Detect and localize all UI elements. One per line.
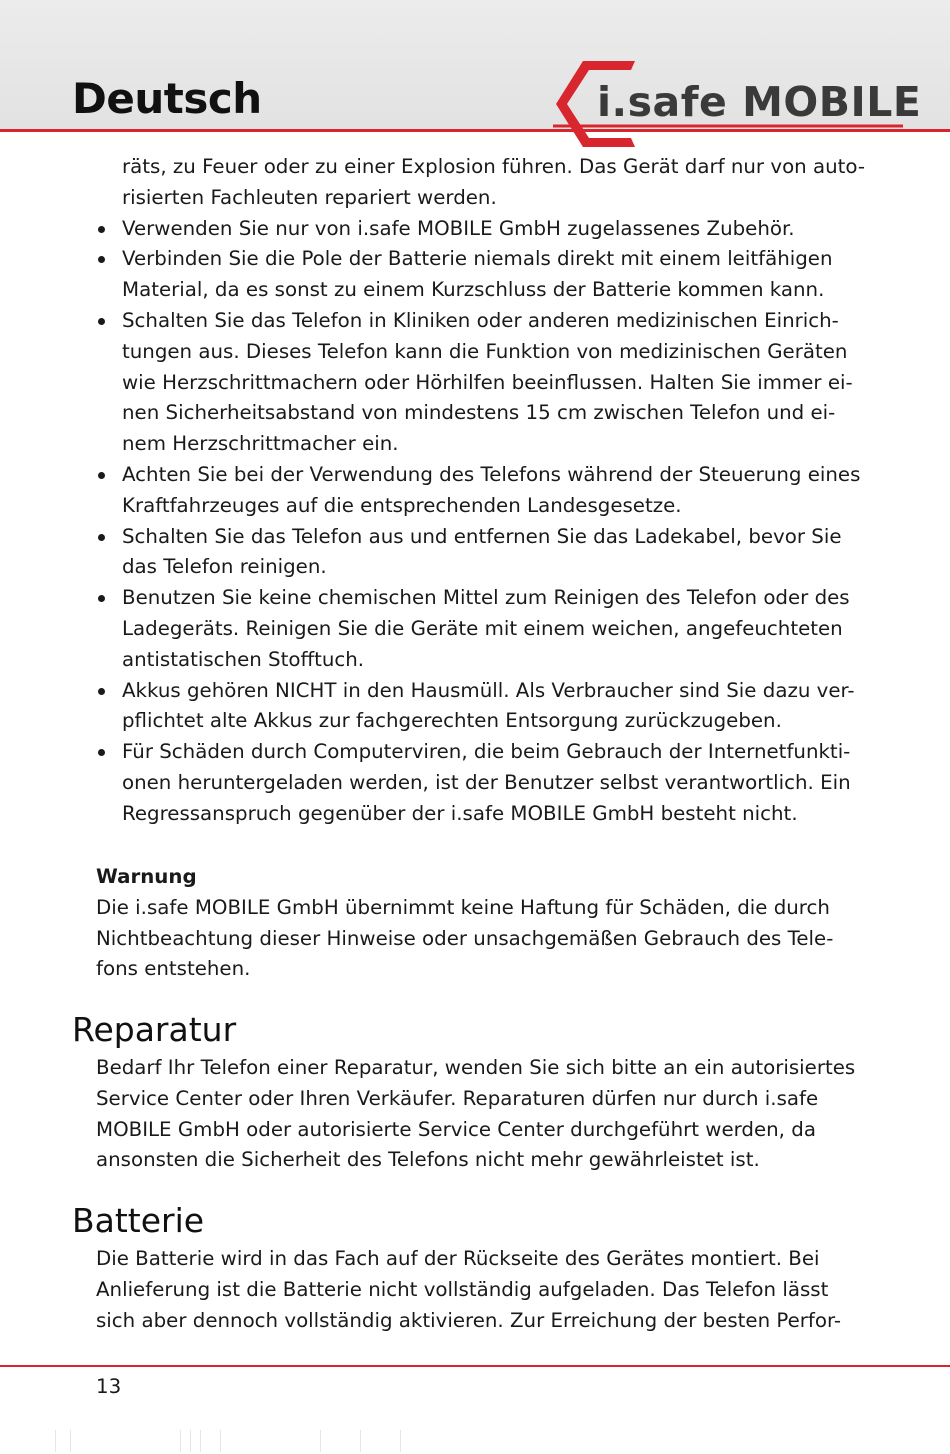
- bullet-item: [96, 152, 896, 214]
- bullet-line: das Telefon reinigen.: [122, 555, 327, 579]
- bullet-line: Verwenden Sie nur von i.safe MOBILE GmbH zugelassenes Zubehör.: [122, 216, 795, 240]
- text-line: Die Batterie wird in das Fach auf der Rückseite des Gerätes montiert. Bei: [96, 1247, 820, 1270]
- bullet-line: Material, da es sonst zu einem Kurzschluss der Batterie kommen kann.: [122, 278, 825, 302]
- footer-tick-marks: [0, 1430, 950, 1452]
- bullet-line: Akkus gehören NICHT in den Hausmüll. Als Verbraucher sind Sie dazu ver-: [122, 678, 855, 702]
- bullet-item: [96, 522, 896, 584]
- bullet-item: [96, 460, 896, 522]
- bullet-line: räts, zu Feuer oder zu einer Explosion führen. Das Gerät darf nur von auto-: [122, 155, 866, 178]
- text-line: fons entstehen.: [96, 957, 251, 981]
- warning-block: [96, 862, 876, 985]
- bullet-item: [96, 583, 896, 675]
- bullet-line: nen Sicherheitsabstand von mindestens 15 cm zwischen Telefon und ei-: [122, 401, 836, 425]
- text-line: Service Center oder Ihren Verkäufer. Reparaturen dürfen nur durch i.safe: [96, 1086, 819, 1110]
- bullet-line: Regressanspruch gegenüber der i.safe MOBILE GmbH besteht nicht.: [122, 801, 798, 825]
- text-line: Die i.safe MOBILE GmbH übernimmt keine Haftung für Schäden, die durch: [96, 895, 830, 919]
- text-line: Nichtbeachtung dieser Hinweise oder unsachgemäßen Gebrauch des Tele-: [96, 926, 834, 950]
- footer-divider: [0, 1365, 950, 1367]
- bullet-dot-icon: [98, 595, 105, 602]
- text-line: Anlieferung ist die Batterie nicht vollständig aufgeladen. Das Telefon lässt: [96, 1277, 829, 1301]
- bullet-item: [96, 306, 896, 460]
- bullet-line: onen heruntergeladen werden, ist der Benutzer selbst verantwortlich. Ein: [122, 770, 851, 794]
- batterie-text: [96, 1244, 886, 1336]
- bullet-line: Achten Sie bei der Verwendung des Telefons während der Steuerung eines: [122, 462, 861, 486]
- bullet-line: Schalten Sie das Telefon aus und entfernen Sie das Ladekabel, bevor Sie: [122, 524, 842, 548]
- bullet-line: antistatischen Stofftuch.: [122, 647, 365, 671]
- bullet-line: pflichtet alte Akkus zur fachgerechten Entsorgung zurückzugeben.: [122, 709, 782, 733]
- warning-text: [96, 893, 876, 985]
- warning-heading: Warnung: [96, 865, 197, 888]
- bullet-dot-icon: [98, 472, 105, 479]
- text-line: ansonsten die Sicherheit des Telefons nicht mehr gewährleistet ist.: [96, 1148, 760, 1172]
- bullet-dot-icon: [98, 226, 105, 233]
- reparatur-text: [96, 1053, 886, 1176]
- bullet-dot-icon: [98, 318, 105, 325]
- bullet-dot-icon: [98, 749, 105, 756]
- bullet-line: wie Herzschrittmachern oder Hörhilfen beeinflussen. Halten Sie immer ei-: [122, 370, 853, 394]
- safety-bullet-list: [96, 152, 896, 830]
- text-line: sich aber dennoch vollständig aktivieren. Zur Erreichung der besten Perfor-: [96, 1308, 841, 1332]
- text-line: Bedarf Ihr Telefon einer Reparatur, wenden Sie sich bitte an ein autorisiertes: [96, 1056, 856, 1079]
- page-number: 13: [96, 1375, 122, 1398]
- bullet-dot-icon: [98, 534, 105, 541]
- text-line: MOBILE GmbH oder autorisierte Service Center durchgeführt werden, da: [96, 1117, 816, 1141]
- bullet-line: nem Herzschrittmacher ein.: [122, 432, 399, 456]
- batterie-heading: Batterie: [72, 1201, 205, 1240]
- bullet-dot-icon: [98, 688, 105, 695]
- bullet-line: Benutzen Sie keine chemischen Mittel zum Reinigen des Telefon oder des: [122, 586, 850, 610]
- page-header: [0, 0, 950, 132]
- isafe-mobile-logo: [553, 58, 922, 148]
- bullet-item: [96, 244, 896, 306]
- bullet-line: risierten Fachleuten repariert werden.: [122, 185, 497, 209]
- bullet-line: tungen aus. Dieses Telefon kann die Funktion von medizinischen Geräten: [122, 339, 848, 363]
- bullet-dot-icon: [98, 256, 105, 263]
- bullet-line: Kraftfahrzeuges auf die entsprechenden Landesgesetze.: [122, 493, 682, 517]
- logo-text: i.safe MOBILE: [597, 78, 922, 126]
- reparatur-heading: Reparatur: [72, 1010, 237, 1049]
- bullet-item: [96, 214, 896, 245]
- header-title: Deutsch: [72, 74, 262, 123]
- bullet-line: Ladegeräts. Reinigen Sie die Geräte mit einem weichen, angefeuchteten: [122, 616, 843, 640]
- bullet-line: Verbinden Sie die Pole der Batterie niemals direkt mit einem leitfähigen: [122, 247, 833, 271]
- bullet-item: [96, 737, 896, 829]
- bullet-line: Schalten Sie das Telefon in Kliniken oder anderen medizinischen Einrich-: [122, 308, 839, 332]
- bullet-line: Für Schäden durch Computerviren, die beim Gebrauch der Internetfunkti-: [122, 740, 851, 764]
- bullet-item: [96, 676, 896, 738]
